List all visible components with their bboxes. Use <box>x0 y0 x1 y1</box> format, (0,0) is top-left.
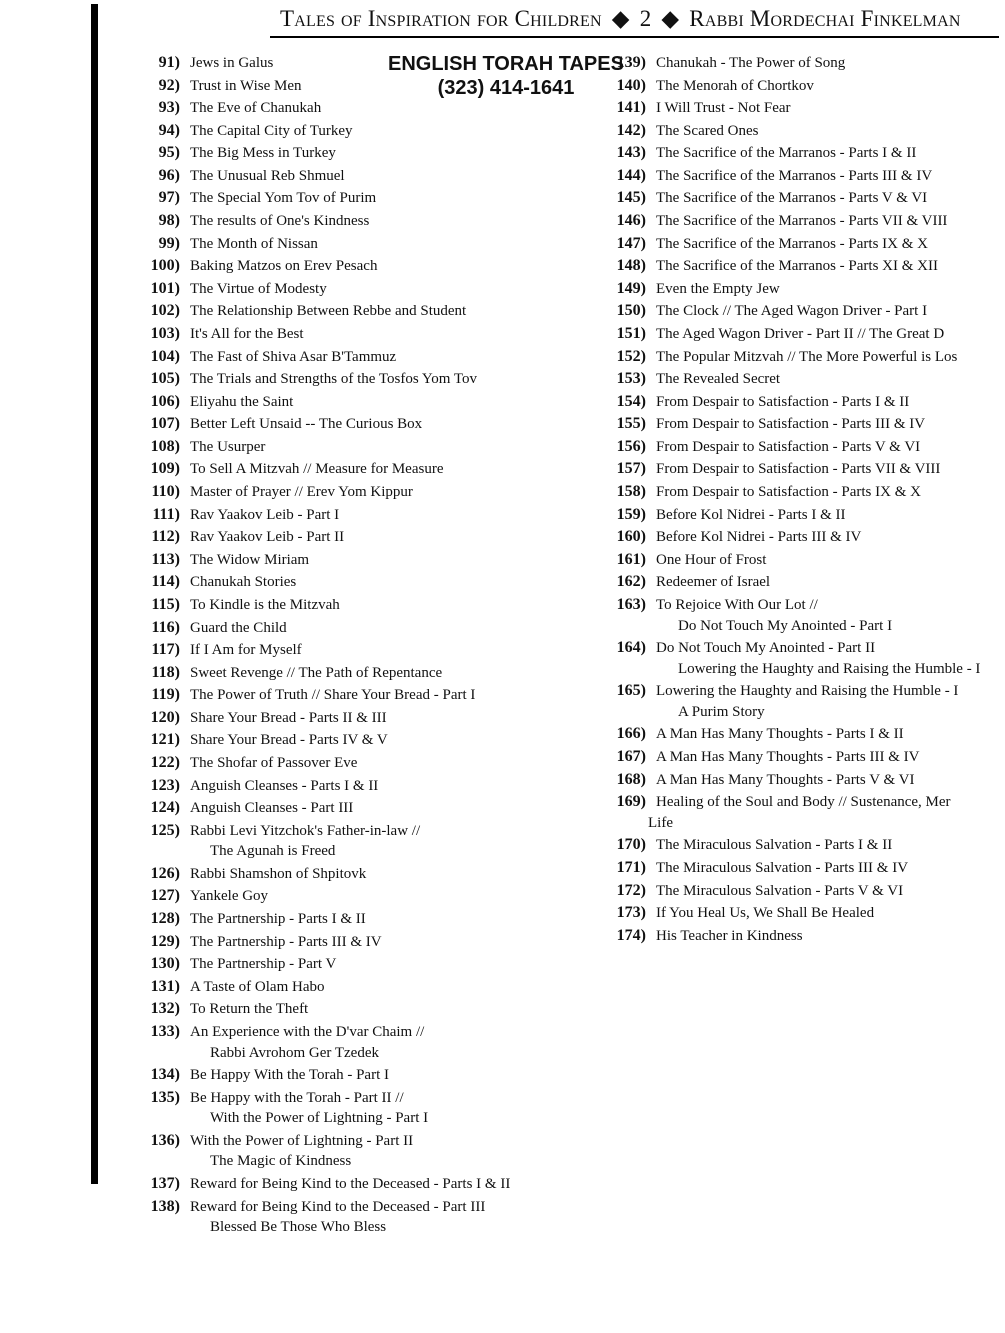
item-number: 111) <box>152 505 180 523</box>
item-number: 125) <box>150 821 180 839</box>
item-title: Anguish Cleanses - Parts I & II <box>190 777 379 794</box>
item-title: The Widow Miriam <box>190 551 310 568</box>
item-title: Jews in Galus <box>190 55 274 71</box>
list-item <box>608 165 932 188</box>
item-number: 99) <box>158 234 180 252</box>
item-number: 136) <box>150 1131 180 1149</box>
list-item <box>608 571 770 594</box>
list-item <box>150 1196 485 1219</box>
item-number: 150) <box>616 302 646 320</box>
item-number: 92) <box>158 76 180 94</box>
item-number: 96) <box>158 166 180 184</box>
series-title: Tales of Inspiration for Children <box>280 6 602 31</box>
list-item <box>150 571 296 594</box>
diamond-right: ◆ <box>661 6 680 31</box>
item-title: Anguish Cleanses - Part III <box>190 800 354 817</box>
item-number: 98) <box>158 212 180 230</box>
item-title: A Taste of Olam Habo <box>190 978 325 995</box>
item-title: Reward for Being Kind to the Deceased - Part III <box>190 1198 486 1215</box>
item-title: The Sacrifice of the Marranos - Parts III & IV <box>656 167 933 184</box>
item-number: 138) <box>150 1197 180 1215</box>
list-item <box>150 165 345 188</box>
item-title-continuation: Do Not Touch My Anointed - Part I <box>678 617 893 634</box>
item-title-continuation: Life <box>648 814 673 831</box>
list-item <box>150 775 378 798</box>
list-item <box>608 746 919 769</box>
item-title-continuation: Rabbi Avrohom Ger Tzedek <box>210 1044 379 1061</box>
item-title: The Virtue of Modesty <box>190 280 327 297</box>
item-number: 137) <box>150 1175 180 1193</box>
item-title: To Sell A Mitzvah // Measure for Measure <box>190 461 444 478</box>
item-number: 95) <box>158 144 180 162</box>
item-number: 106) <box>150 392 180 410</box>
list-item <box>608 549 766 572</box>
item-number: 143) <box>616 144 646 162</box>
item-title: The Capital City of Turkey <box>190 122 353 139</box>
item-title: The Sacrifice of the Marranos - Parts IX & X <box>656 235 928 252</box>
list-item <box>150 368 477 391</box>
item-title: If You Heal Us, We Shall Be Healed <box>656 905 875 922</box>
item-number: 141) <box>616 99 646 117</box>
item-number: 169) <box>616 793 646 811</box>
item-title: Rav Yaakov Leib - Part I <box>190 506 340 523</box>
item-title: One Hour of Frost <box>656 551 767 568</box>
item-title-continuation: The Magic of Kindness <box>210 1153 352 1170</box>
list-item <box>150 729 388 752</box>
item-title: To Kindle is the Mitzvah <box>190 596 340 613</box>
item-number: 171) <box>616 858 646 876</box>
list-item <box>150 346 396 369</box>
item-title: Sweet Revenge // The Path of Repentance <box>190 664 443 681</box>
item-title: The Sacrifice of the Marranos - Parts V & VI <box>656 190 928 207</box>
item-title: His Teacher in Kindness <box>656 927 803 944</box>
list-item <box>150 504 339 527</box>
list-item <box>150 526 344 549</box>
list-item <box>608 481 921 504</box>
item-number: 103) <box>150 324 180 342</box>
item-title: The Eve of Chanukah <box>190 100 322 117</box>
item-title: If I Am for Myself <box>190 642 302 659</box>
item-title: The Miraculous Salvation - Parts I & II <box>656 837 893 854</box>
item-title: The Partnership - Parts I & II <box>190 911 366 928</box>
item-number: 113) <box>151 550 180 568</box>
item-number: 172) <box>616 881 646 899</box>
item-number: 147) <box>616 234 646 252</box>
list-item <box>150 684 475 707</box>
list-item <box>608 391 909 414</box>
list-item <box>150 300 466 323</box>
item-title: The Fast of Shiva Asar B'Tammuz <box>190 348 397 365</box>
list-item <box>608 769 914 792</box>
item-title: The Partnership - Part V <box>190 956 337 973</box>
item-number: 134) <box>150 1066 180 1084</box>
item-number: 93) <box>158 99 180 117</box>
list-item <box>608 346 957 369</box>
item-title: Even the Empty Jew <box>656 280 780 297</box>
list-item <box>608 458 940 481</box>
item-title-continuation: A Purim Story <box>678 703 765 720</box>
list-item <box>150 707 387 730</box>
list-item <box>608 233 928 256</box>
item-number: 117) <box>151 641 180 659</box>
item-number: 155) <box>616 415 646 433</box>
item-number: 152) <box>616 347 646 365</box>
list-item <box>608 857 908 880</box>
author-name: Rabbi Mordechai Finkelman <box>689 6 961 31</box>
ad-phone: (323) 414-1641 <box>437 77 575 99</box>
item-title: Healing of the Soul and Body // Sustenance, Mer <box>656 794 951 811</box>
item-number: 114) <box>151 573 180 591</box>
list-item <box>608 436 920 459</box>
list-item <box>150 908 366 931</box>
item-title: Chanukah - The Power of Song <box>656 55 846 71</box>
list-item <box>150 323 304 346</box>
item-title: Before Kol Nidrei - Parts I & II <box>656 506 846 523</box>
list-item <box>608 52 845 75</box>
item-number: 105) <box>150 370 180 388</box>
item-title: The Miraculous Salvation - Parts V & VI <box>656 882 904 899</box>
item-title: The Popular Mitzvah // The More Powerful is Los <box>656 348 958 365</box>
list-item <box>150 639 302 662</box>
list-item <box>608 120 758 143</box>
item-number: 124) <box>150 799 180 817</box>
item-number: 156) <box>616 437 646 455</box>
item-title-continuation: Lowering the Haughty and Raising the Humble - I <box>678 660 981 677</box>
list-item <box>150 953 336 976</box>
list-item <box>150 142 336 165</box>
list-item <box>150 75 302 98</box>
item-title-continuation: With the Power of Lightning - Part I <box>210 1110 429 1127</box>
list-item <box>150 885 268 908</box>
item-title: Master of Prayer // Erev Yom Kippur <box>190 484 413 501</box>
item-title: It's All for the Best <box>190 325 304 342</box>
item-number: 97) <box>158 189 180 207</box>
list-item <box>608 97 791 120</box>
item-title: Share Your Bread - Parts IV & V <box>190 732 388 749</box>
item-number: 168) <box>616 770 646 788</box>
list-item <box>150 97 321 120</box>
item-number: 94) <box>158 121 180 139</box>
list-item <box>150 1130 413 1153</box>
item-title: Do Not Touch My Anointed - Part II <box>656 640 876 657</box>
list-item <box>608 278 780 301</box>
item-number: 91) <box>158 54 180 71</box>
item-title: From Despair to Satisfaction - Parts V & VI <box>656 438 921 455</box>
item-title: Lowering the Haughty and Raising the Humble - I <box>656 683 959 700</box>
item-title: A Man Has Many Thoughts - Parts I & II <box>656 726 904 743</box>
item-title: The results of One's Kindness <box>190 213 370 230</box>
item-number: 102) <box>150 302 180 320</box>
item-title: A Man Has Many Thoughts - Parts III & IV <box>656 749 920 766</box>
list-item <box>150 233 318 256</box>
list-item <box>150 1021 424 1044</box>
list-item <box>150 436 265 459</box>
item-number: 129) <box>150 932 180 950</box>
page-number: 2 <box>639 6 652 31</box>
item-title: Be Happy With the Torah - Part I <box>190 1067 389 1084</box>
item-title: Chanukah Stories <box>190 574 297 591</box>
item-number: 149) <box>616 279 646 297</box>
list-item <box>608 834 892 857</box>
list-item <box>608 413 925 436</box>
item-title-continuation: Blessed Be Those Who Bless <box>210 1219 387 1236</box>
item-title: Rabbi Levi Yitzchok's Father-in-law // <box>190 822 421 839</box>
list-item <box>608 637 875 660</box>
list-item <box>608 75 814 98</box>
list-item <box>608 187 927 210</box>
list-item <box>150 187 376 210</box>
diamond-left: ◆ <box>611 6 630 31</box>
item-number: 173) <box>616 904 646 922</box>
item-number: 153) <box>616 370 646 388</box>
item-number: 146) <box>616 212 646 230</box>
item-title: An Experience with the D'var Chaim // <box>190 1023 425 1040</box>
item-number: 151) <box>616 324 646 342</box>
item-number: 142) <box>616 121 646 139</box>
item-number: 118) <box>151 663 180 681</box>
item-number: 145) <box>616 189 646 207</box>
ad-name: ENGLISH TORAH TAPES <box>388 53 624 75</box>
item-number: 101) <box>150 279 180 297</box>
list-item <box>608 368 780 391</box>
item-number: 163) <box>616 595 646 613</box>
item-title: The Relationship Between Rebbe and Student <box>190 303 467 320</box>
list-item <box>608 680 958 703</box>
list-item <box>150 549 309 572</box>
item-title: Eliyahu the Saint <box>190 393 294 410</box>
item-title: I Will Trust - Not Fear <box>656 100 791 117</box>
item-title: The Unusual Reb Shmuel <box>190 167 345 184</box>
item-title: Guard the Child <box>190 619 287 636</box>
item-title: The Special Yom Tov of Purim <box>190 190 377 207</box>
item-title: The Shofar of Passover Eve <box>190 754 358 771</box>
item-number: 148) <box>616 257 646 275</box>
item-number: 167) <box>616 748 646 766</box>
list-item <box>608 594 818 617</box>
torah-tapes-ad <box>388 52 624 100</box>
list-item <box>608 142 916 165</box>
item-number: 126) <box>150 864 180 882</box>
item-number: 157) <box>616 460 646 478</box>
item-number: 121) <box>150 731 180 749</box>
item-title: The Miraculous Salvation - Parts III & IV <box>656 859 909 876</box>
item-number: 116) <box>151 618 180 636</box>
list-item <box>150 797 353 820</box>
list-item <box>150 481 413 504</box>
item-title: Reward for Being Kind to the Deceased - Parts I & II <box>190 1176 511 1193</box>
item-number: 109) <box>150 460 180 478</box>
item-number: 131) <box>150 977 180 995</box>
item-number: 133) <box>150 1022 180 1040</box>
list-item <box>608 880 903 903</box>
item-title: Yankele Goy <box>190 888 269 905</box>
item-number: 115) <box>151 595 180 613</box>
list-item <box>608 210 947 233</box>
header-rule <box>270 36 999 38</box>
list-item <box>150 976 324 999</box>
item-title: The Trials and Strengths of the Tosfos Yom Tov <box>190 371 477 388</box>
list-item <box>150 458 443 481</box>
item-title: The Clock // The Aged Wagon Driver - Part I <box>656 303 928 320</box>
item-number: 144) <box>616 166 646 184</box>
item-title: The Month of Nissan <box>190 235 318 252</box>
item-title: Trust in Wise Men <box>190 77 302 94</box>
item-number: 165) <box>616 682 646 700</box>
page-header <box>280 6 960 36</box>
list-item <box>608 526 861 549</box>
item-title: The Aged Wagon Driver - Part II // The Great D <box>656 325 945 342</box>
list-item <box>150 210 369 233</box>
list-item <box>608 925 803 948</box>
list-item <box>608 791 951 814</box>
item-title: The Scared Ones <box>656 122 759 139</box>
item-number: 162) <box>616 573 646 591</box>
item-number: 174) <box>616 926 646 944</box>
item-title: Rav Yaakov Leib - Part II <box>190 529 345 546</box>
list-item <box>150 255 377 278</box>
item-title: The Menorah of Chortkov <box>656 77 814 94</box>
list-item <box>150 413 422 436</box>
item-title: From Despair to Satisfaction - Parts IX & X <box>656 484 921 501</box>
list-item <box>150 278 327 301</box>
item-number: 127) <box>150 887 180 905</box>
item-title: Be Happy with the Torah - Part II // <box>190 1089 404 1106</box>
list-item <box>150 120 353 143</box>
item-number: 108) <box>150 437 180 455</box>
list-item <box>608 723 904 746</box>
item-number: 139) <box>616 54 646 71</box>
item-title: The Partnership - Parts III & IV <box>190 933 382 950</box>
item-title: Share Your Bread - Parts II & III <box>190 709 387 726</box>
item-number: 100) <box>150 257 180 275</box>
item-title: A Man Has Many Thoughts - Parts V & VI <box>656 771 915 788</box>
item-number: 110) <box>151 483 180 501</box>
list-item <box>150 752 357 775</box>
item-title: The Revealed Secret <box>656 371 781 388</box>
list-item <box>608 300 927 323</box>
item-number: 122) <box>150 753 180 771</box>
item-number: 158) <box>616 483 646 501</box>
list-item <box>150 1064 389 1087</box>
item-number: 107) <box>150 415 180 433</box>
item-title: To Return the Theft <box>190 1001 309 1018</box>
item-number: 140) <box>616 76 646 94</box>
list-item <box>608 323 944 346</box>
item-number: 161) <box>616 550 646 568</box>
item-title: Baking Matzos on Erev Pesach <box>190 258 378 275</box>
item-number: 164) <box>616 639 646 657</box>
item-number: 132) <box>150 1000 180 1018</box>
item-title: The Sacrifice of the Marranos - Parts I & II <box>656 145 917 162</box>
item-title: The Power of Truth // Share Your Bread - Part I <box>190 687 476 704</box>
item-number: 160) <box>616 528 646 546</box>
item-number: 128) <box>150 910 180 928</box>
item-title: With the Power of Lightning - Part II <box>190 1132 414 1149</box>
list-item <box>150 391 293 414</box>
list-item <box>150 863 366 886</box>
item-title: From Despair to Satisfaction - Parts III & IV <box>656 416 926 433</box>
list-item <box>608 902 874 925</box>
item-title: Redeemer of Israel <box>656 574 771 591</box>
item-title: From Despair to Satisfaction - Parts VII & VIII <box>656 461 941 478</box>
list-item <box>150 931 382 954</box>
item-number: 112) <box>151 528 180 546</box>
item-number: 159) <box>616 505 646 523</box>
item-number: 123) <box>150 776 180 794</box>
list-item <box>608 255 938 278</box>
item-title: Rabbi Shamshon of Shpitovk <box>190 865 367 882</box>
item-number: 104) <box>150 347 180 365</box>
item-title: From Despair to Satisfaction - Parts I & II <box>656 393 910 410</box>
item-number: 154) <box>616 392 646 410</box>
list-item <box>150 998 308 1021</box>
list-item <box>150 52 273 75</box>
list-item <box>150 1173 510 1196</box>
item-title: Better Left Unsaid -- The Curious Box <box>190 416 423 433</box>
item-number: 130) <box>150 955 180 973</box>
item-title: To Rejoice With Our Lot // <box>656 596 818 613</box>
item-title-continuation: The Agunah is Freed <box>210 843 336 860</box>
list-item <box>150 617 287 640</box>
item-number: 170) <box>616 836 646 854</box>
list-item <box>608 504 846 527</box>
binding-bar <box>91 4 98 1184</box>
item-title: Before Kol Nidrei - Parts III & IV <box>656 529 862 546</box>
item-title: The Sacrifice of the Marranos - Parts XI & XII <box>656 258 938 275</box>
list-item <box>150 1087 404 1110</box>
list-item <box>150 594 340 617</box>
item-title: The Big Mess in Turkey <box>190 145 336 162</box>
list-item <box>150 820 420 843</box>
item-number: 166) <box>616 725 646 743</box>
list-item <box>150 662 442 685</box>
item-title: The Usurper <box>190 438 266 455</box>
item-number: 135) <box>150 1088 180 1106</box>
item-title: The Sacrifice of the Marranos - Parts VII & VIII <box>656 213 948 230</box>
item-number: 120) <box>150 708 180 726</box>
item-number: 119) <box>151 686 180 704</box>
